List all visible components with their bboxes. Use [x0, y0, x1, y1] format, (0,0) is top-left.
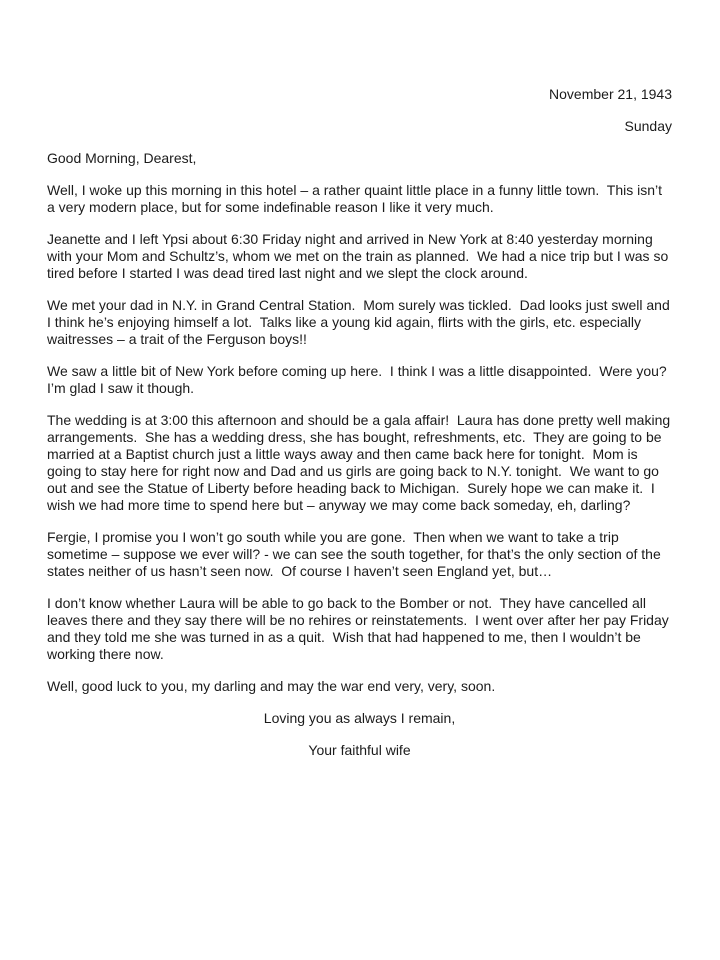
- letter-paragraph: Well, I woke up this morning in this hotel – a rather quaint little place in a funny little town. This isn’t a very modern place, but for some indefinable reason I like it very much.: [47, 182, 666, 215]
- signature: Your faithful wife: [308, 742, 411, 758]
- letter-paragraph: Fergie, I promise you I won’t go south while you are gone. Then when we want to take a trip sometime – suppose we ever will? - we can see the south together, for that’s the only section of the states neither of us hasn’t seen now. Of course I haven’t seen England yet, but…: [47, 529, 665, 579]
- date-line: November 21, 1943: [549, 86, 672, 102]
- letter-paragraph: We met your dad in N.Y. in Grand Central Station. Mom surely was tickled. Dad looks just swell and I think he’s enjoying himself a lot. Talks like a young kid again, flirts with the girls, etc. especially waitresses – a trait of the Ferguson boys!!: [47, 297, 674, 347]
- salutation: Good Morning, Dearest,: [47, 150, 197, 166]
- letter-paragraph: I don’t know whether Laura will be able to go back to the Bomber or not. They have cancelled all leaves there and they say there will be no rehires or reinstatements. I went over after her pay Friday and they told me she was turned in as a quit. Wish that had happened to me, then I wouldn’t be working there now.: [47, 595, 673, 662]
- letter-paragraph: Jeanette and I left Ypsi about 6:30 Friday night and arrived in New York at 8:40 yesterday morning with your Mom and Schultz’s, whom we met on the train as planned. We had a nice trip but I was so tired before I started I was dead tired last night and we slept the clock around.: [47, 231, 673, 281]
- letter-paragraph: The wedding is at 3:00 this afternoon and should be a gala affair! Laura has done pretty well making arrangements. She has a wedding dress, she has bought, refreshments, etc. They are going to be married at a Baptist church just a little ways away and then came back here for tonight. Mom is going to stay here for right now and Dad and us girls are going back to N.Y. tonight. We want to go out and see the Statue of Liberty before heading back to Michigan. Surely hope we can make it. I wish we had more time to spend here but – anyway we may come back someday, eh, darling?: [47, 412, 675, 513]
- closing-line: Well, good luck to you, my darling and may the war end very, very, soon.: [47, 678, 496, 694]
- day-line: Sunday: [624, 118, 672, 134]
- valediction: Loving you as always I remain,: [263, 710, 456, 726]
- letter-paragraph: We saw a little bit of New York before coming up here. I think I was a little disappointed. Were you? I’m glad I saw it though.: [47, 363, 675, 396]
